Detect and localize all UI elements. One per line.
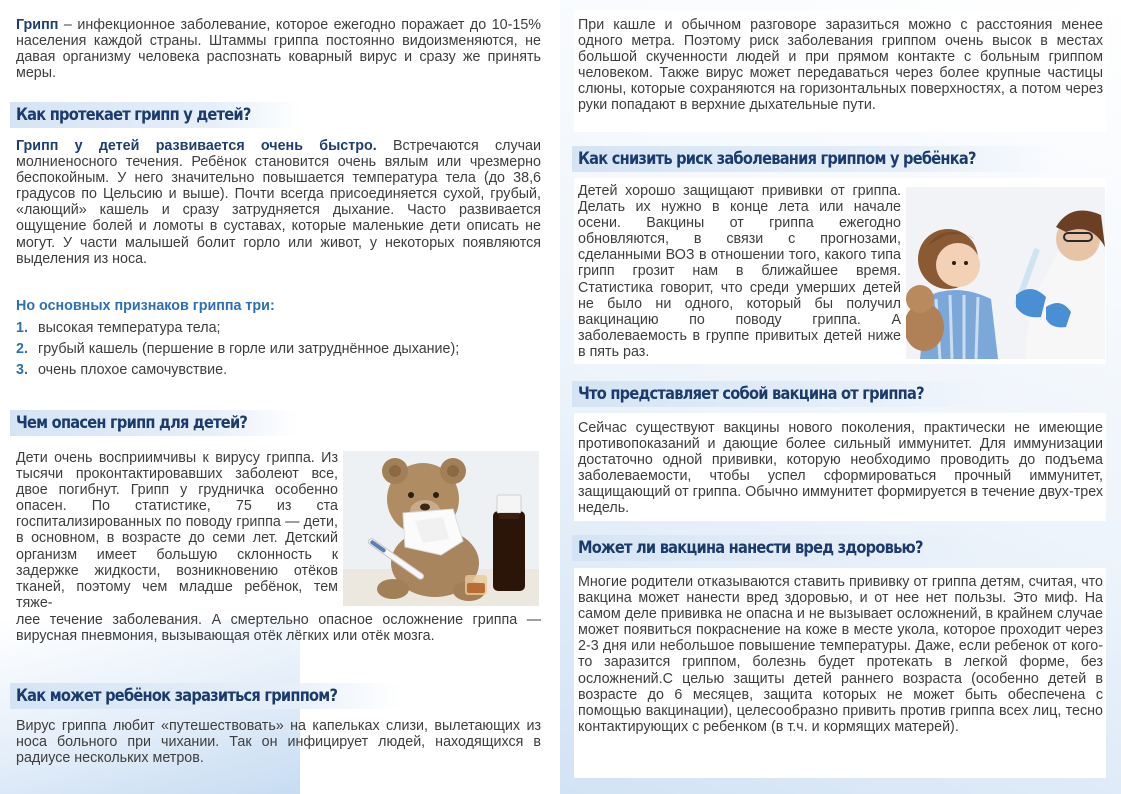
teddy-bear-icon [343, 451, 539, 606]
heading-reduce-risk: Как снизить риск заболевания гриппом у ребёнка? [572, 146, 1052, 172]
heading-why-flu-dangerous: Чем опасен грипп для детей? [10, 410, 297, 436]
list-item: 1. высокая температура тела; [16, 320, 221, 336]
heading-how-child-infected: Как может ребёнок заразиться гриппом? [10, 683, 401, 709]
heading-vaccine-harm: Может ли вакцина нанести вред здоровью? [572, 535, 991, 561]
paragraph-what-is-vaccine: Сейчас существуют вакцины нового поколения, практически не имеющие противопоказаний и дающие более сильный иммунитет. Для иммунизации достаточно одной прививки, которую необходимо проводить до подъема заболеваемости, чтобы успел сформироваться прочный иммунитет, защищающий от гриппа. Обычно иммунитет формируется в течение двух-трех недель. [578, 420, 1103, 517]
paragraph-reduce-risk: Детей хорошо защищают прививки от гриппа. Делать их нужно в конце лета или начале осени. Вакцины от гриппа ежегодно обновляются, в связи с прогнозами, сделанными ВОЗ в отношении того, какого типа грипп грозит нам в ближайшее время. Статистика говорит, что среди умерших детей не было ни одного, который бы получил вакцинацию по поводу гриппа. А заболеваемость в группе привитых детей ниже в пять раз. [578, 183, 901, 360]
list-item: 3. очень плохое самочувствие. [16, 362, 228, 378]
list-item: 2. грубый кашель (першение в горле или затруднённое дыхание); [16, 341, 460, 357]
subheading-main-symptoms: Но основных признаков гриппа три: [16, 298, 275, 314]
child-vaccination-image [906, 187, 1105, 359]
vaccination-scene-icon [906, 187, 1105, 359]
intro-paragraph-left: Грипп – инфекционное заболевание, которое ежегодно поражает до 10-15% населения каждой страны. Штаммы гриппа постоянно видоизменяются, не давая организму человека распознать коварный вирус и сразу же принять меры. [16, 17, 541, 82]
intro-paragraph-right: При кашле и обычном разговоре заразиться можно с расстояния менее одного метра. Поэтому риск заболевания гриппом очень высок в местах большой скученности людей и при прямом контакте с больным гриппом человеком. Также вирус может передаваться через более крупные частицы слюны, которые сохраняются на горизонтальных поверхностях, а потом через руки попадают в верхние дыхательные пути. [578, 17, 1103, 114]
heading-how-flu-progresses: Как протекает грипп у детей? [10, 102, 301, 128]
symptoms-list [16, 318, 459, 381]
paragraph-why-flu-dangerous-cont: лее течение заболевания. А смертельно опасное осложнение гриппа — вирусная пневмония, вызывающая отёк лёгких или отёк мозга. [16, 612, 541, 645]
paragraph-how-child-infected: Вирус гриппа любит «путешествовать» на капельках слизи, вылетающих из носа больного при чихании. Так он инфицирует людей, находящихся в радиусе нескольких метров. [16, 718, 541, 767]
paragraph-how-flu-progresses: Грипп у детей развивается очень быстро. Встречаются случаи молниеносного течения. Ребёнок становится очень вялым или чрезмерно беспокойным. У него значительно повышается температура тела (до 38,6 градусов по Цельсию и выше). Почти всегда присоединяется сухой, грубый, «лающий» кашель и сразу затрудняется дыхание. Часто развивается ощущение болей и ломоты в суставах, которые маленькие дети описать не могут. У части малышей болит горло или живот, у некоторых появляются выделения из носа. [16, 138, 541, 267]
intro-lead: Грипп [16, 17, 59, 33]
lead-flu-fast: Грипп у детей развивается очень быстро. [16, 138, 377, 154]
paragraph-why-flu-dangerous-wrap: Дети очень восприимчивы к вирусу гриппа. Из тысячи проконтактировавших заболеют все, двое погибнут. Грипп у грудничка особенно опасен. По статистике, 75 из ста госпитализированных по поводу гриппа — дети, в основном, в возрасте до семи лет. Детский организм имеет большую склонность к задержке жидкости, возникновению отёков тканей, поэтому чем младше ребёнок, тем тяже- [16, 450, 338, 611]
paragraph-vaccine-harm: Многие родители отказываются ставить прививку от гриппа детям, считая, что вакцина может нанести вред здоровью, и от нее нет пользы. Это миф. На самом деле прививка не опасна и не вызывает осложнений, в крайнем случае может появиться покраснение на коже в месте укола, которое проходит через 2-3 дня или небольшое повышение температуры. Даже, если ребенок от кого-то заразится гриппом, болезнь будет протекать в легкой форме, без осложнений.С целью защиты детей раннего возраста (особенно детей в возрасте до 6 месяцев, защита которых не может быть обеспечена с помощью вакцинации), целесообразно привить против гриппа всех лиц, тесно контактирующих с ребенком (в т.ч. и кормящих матерей). [578, 574, 1103, 735]
heading-what-is-vaccine: Что представляет собой вакцина от гриппа? [572, 381, 992, 407]
teddy-bear-medicine-image [343, 451, 539, 606]
